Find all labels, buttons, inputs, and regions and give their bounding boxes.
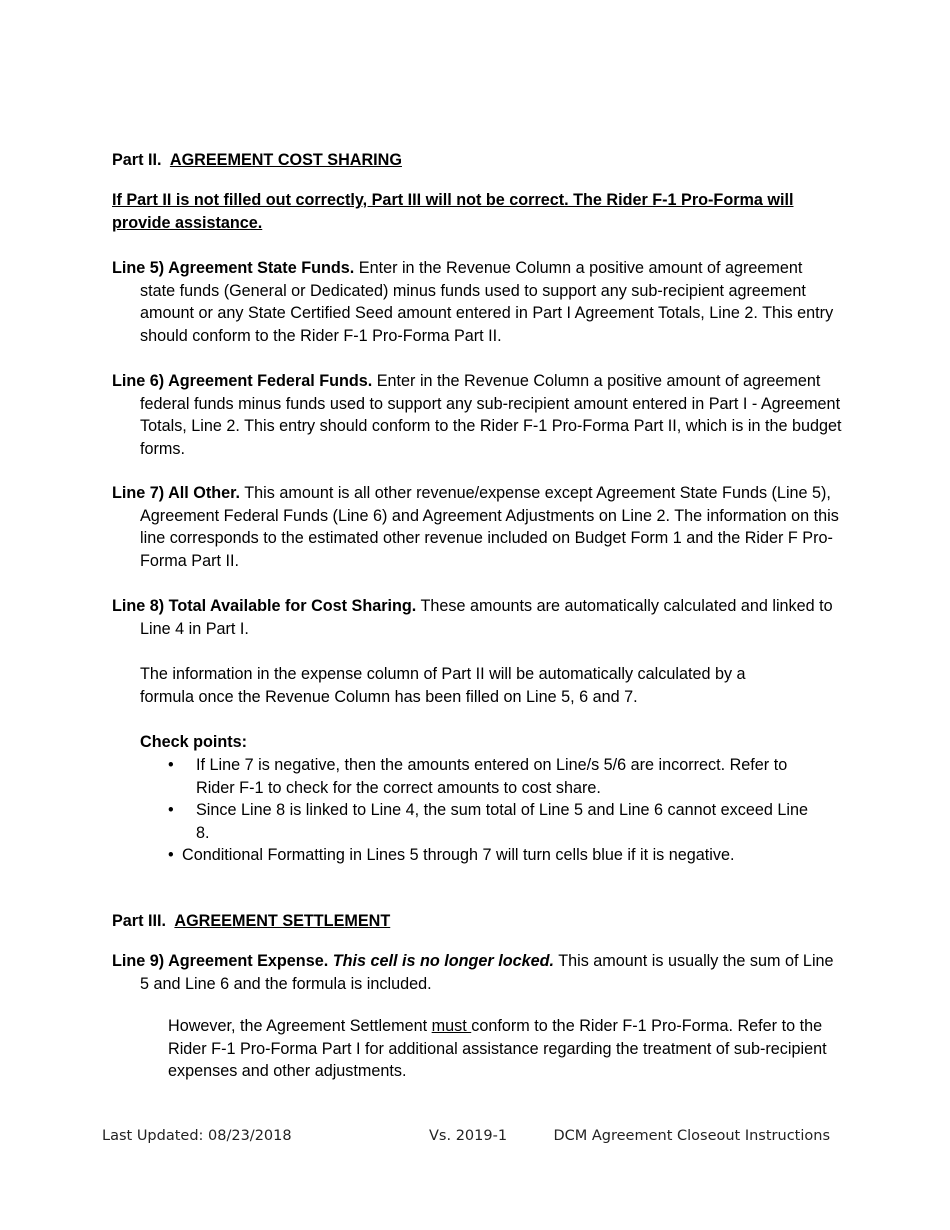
bullet-icon: • — [168, 801, 174, 820]
must-emphasis: must — [431, 1017, 472, 1035]
line6-text: Enter in the Revenue Column a positive amount of agreement federal funds minus funds used to support any sub-recipient amount entered in Part I - Agreement Totals, Line 2. This entry should conform to the Rider F-1 Pro-Forma Part II, which is in the budget forms. — [140, 372, 842, 458]
line7-lead: Line 7) All Other. — [112, 484, 241, 502]
line8-paragraph — [112, 595, 840, 640]
line9-lead: Line 9) Agreement Expense. — [112, 952, 329, 970]
line9-locked-note: This cell is no longer locked. — [332, 952, 554, 970]
part2-heading — [112, 149, 402, 172]
part3-title: AGREEMENT SETTLEMENT — [174, 912, 391, 930]
part2-title: AGREEMENT COST SHARING — [169, 151, 402, 169]
line9-paragraph — [112, 950, 846, 995]
line7-paragraph — [112, 482, 840, 572]
part3-heading — [112, 910, 390, 933]
line6-lead: Line 6) Agreement Federal Funds. — [112, 372, 373, 390]
line8-lead: Line 8) Total Available for Cost Sharing. — [112, 597, 417, 615]
line8-text: These amounts are automatically calculated and linked to Line 4 in Part I. — [140, 597, 833, 638]
part2-warning: If Part II is not filled out correctly, Part III will not be correct. The Rider F-1 Pro-Forma will provide assistance. — [112, 191, 794, 232]
line7-text: This amount is all other revenue/expense except Agreement State Funds (Line 5), Agreement Federal Funds (Line 6) and Agreement Adjustments on Line 2. The information on this line corresponds to the estimated other revenue included on Budget Form 1 and the Rider F Pro-Forma Part II. — [140, 484, 839, 570]
line5-lead: Line 5) Agreement State Funds. — [112, 259, 355, 277]
part3-label: Part III. — [112, 912, 166, 930]
part2-label: Part II. — [112, 151, 162, 169]
line9-text: This amount is usually the sum of Line 5 and Line 6 and the formula is included. — [140, 952, 834, 993]
checkpoint-item: • If Line 7 is negative, then the amounts entered on Line/s 5/6 are incorrect. Refer to Rider F-1 to check for the correct amounts to cost share. — [168, 756, 788, 797]
checkpoints-title: Check points: — [140, 733, 248, 751]
bullet-icon: • — [168, 756, 174, 774]
bullet-icon: • — [168, 846, 174, 865]
line5-text: Enter in the Revenue Column a positive amount of agreement state funds (General or Dedicated) minus funds used to support any sub-recipient agreement amount or any State Certified Seed amount entered in Part I Agreement Totals, Line 2. This entry should conform to the Rider F-1 Pro-Forma Part II. — [140, 259, 834, 345]
footer-doc-title: DCM Agreement Closeout Instructions — [553, 1128, 830, 1144]
footer-last-updated: Last Updated: 08/23/2018 — [102, 1128, 292, 1144]
line6-paragraph — [112, 370, 852, 460]
footer-version: Vs. 2019-1 — [429, 1128, 508, 1144]
checkpoints-list — [168, 754, 820, 867]
checkpoint-item: • Conditional Formatting in Lines 5 through 7 will turn cells blue if it is negative. — [168, 844, 820, 867]
settlement-note: However, the Agreement Settlement must conform to the Rider F-1 Pro-Forma. Refer to the Rider F-1 Pro-Forma Part I for additional assistance regarding the treatment of sub-recipient expenses and other adjustments. — [168, 1017, 827, 1081]
line5-paragraph — [112, 257, 840, 347]
expense-note: The information in the expense column of Part II will be automatically calculated by a formula once the Revenue Column has been filled on Line 5, 6 and 7. — [140, 665, 746, 706]
page-footer — [102, 1128, 830, 1150]
checkpoint-item: • Since Line 8 is linked to Line 4, the sum total of Line 5 and Line 6 cannot exceed Line 8. — [168, 801, 808, 842]
